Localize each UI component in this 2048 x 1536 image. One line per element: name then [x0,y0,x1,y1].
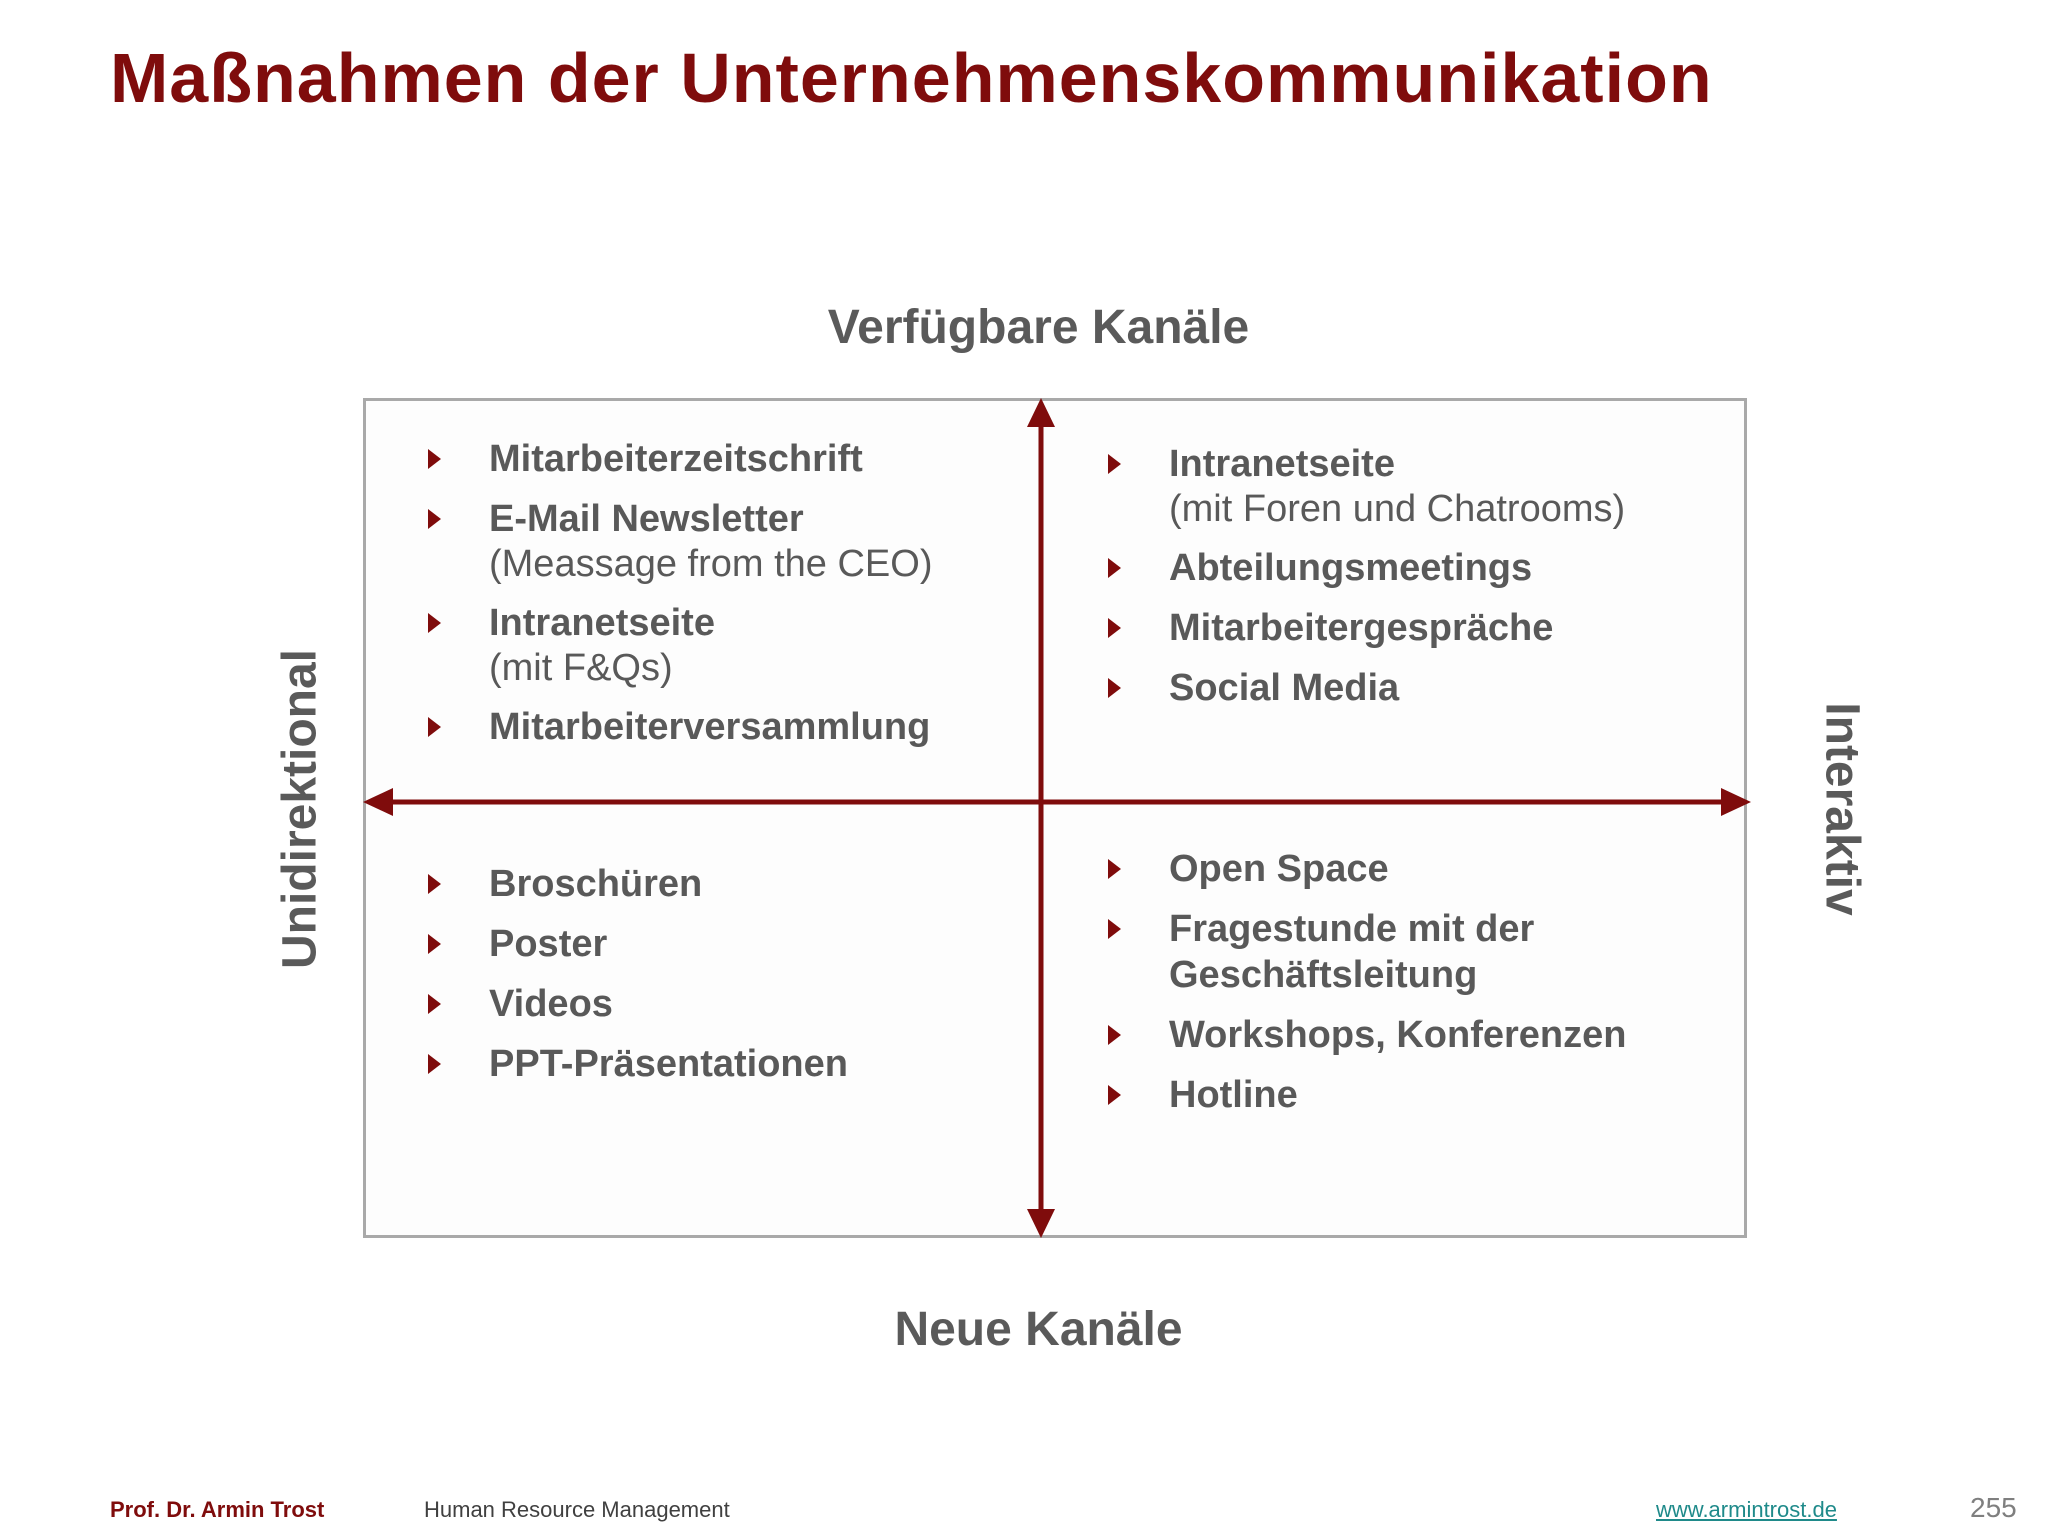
triangle-bullet-icon [1108,919,1121,939]
arrow-left-icon [363,788,393,816]
triangle-bullet-icon [428,994,441,1014]
triangle-bullet-icon [428,509,441,529]
list-item [428,921,848,967]
quadrant-top-right [1108,441,1625,725]
list-item [1108,665,1625,711]
item-main: Broschüren [489,863,703,905]
item-main: Hotline [1169,1074,1298,1116]
item-main: Intranetseite [489,602,715,644]
list-item [1108,605,1625,651]
item-main: Workshops, Konferenzen [1169,1014,1627,1056]
triangle-bullet-icon [428,874,441,894]
item-main: Social Media [1169,667,1400,709]
item-main: PPT-Präsentationen [489,1043,848,1085]
triangle-bullet-icon [1108,454,1121,474]
axis-label-bottom: Neue Kanäle [894,1303,1183,1356]
item-main: Fragestunde mit der [1169,908,1535,950]
item-sub: (Meassage from the CEO) [489,543,933,585]
arrow-down-icon [1027,1209,1055,1238]
footer-author: Prof. Dr. Armin Trost [110,1497,325,1522]
arrow-up-icon [1027,398,1055,427]
list-item [428,1041,848,1087]
footer-website-link[interactable]: www.armintrost.de [1656,1497,1837,1522]
list-item [428,496,932,586]
triangle-bullet-icon [1108,678,1121,698]
item-main: Mitarbeiterzeitschrift [489,438,863,480]
list-item [1108,846,1626,892]
list-item [428,704,932,750]
triangle-bullet-icon [1108,1025,1121,1045]
list-item [1108,1012,1626,1058]
item-sub: (mit F&Qs) [489,647,673,689]
triangle-bullet-icon [428,934,441,954]
axis-label-top: Verfügbare Kanäle [827,301,1250,354]
quadrant-bottom-left [428,861,848,1101]
item-main: Intranetseite [1169,443,1395,485]
footer-course: Human Resource Management [424,1497,730,1522]
axis-label-right: Interaktiv [1815,702,1869,916]
item-main-continued: Geschäftsleitung [1169,954,1478,996]
list-item [428,436,932,482]
item-main: E-Mail Newsletter [489,498,804,540]
triangle-bullet-icon [1108,1085,1121,1105]
list-item [428,600,932,690]
item-main: Open Space [1169,848,1389,890]
item-main: Mitarbeitergespräche [1169,607,1554,649]
item-main: Abteilungsmeetings [1169,547,1533,589]
item-main: Mitarbeiterversammlung [489,706,931,748]
slide-title: Maßnahmen der Unternehmenskommunikation [110,39,1713,117]
quadrant-top-left [428,436,932,764]
axis-label-left: Unidirektional [273,648,327,970]
triangle-bullet-icon [1108,859,1121,879]
list-item [1108,1072,1626,1118]
list-item [428,981,848,1027]
list-item [1108,441,1625,531]
page-number: 255 [1970,1492,2017,1523]
list-item [428,861,848,907]
item-sub: (mit Foren und Chatrooms) [1169,488,1626,530]
quadrant-bottom-right [1108,846,1626,1132]
triangle-bullet-icon [428,449,441,469]
triangle-bullet-icon [1108,618,1121,638]
arrow-right-icon [1721,788,1751,816]
item-main: Poster [489,923,608,965]
triangle-bullet-icon [428,1054,441,1074]
item-main: Videos [489,983,613,1025]
triangle-bullet-icon [428,717,441,737]
triangle-bullet-icon [428,613,441,633]
list-item [1108,906,1626,998]
list-item [1108,545,1625,591]
triangle-bullet-icon [1108,558,1121,578]
